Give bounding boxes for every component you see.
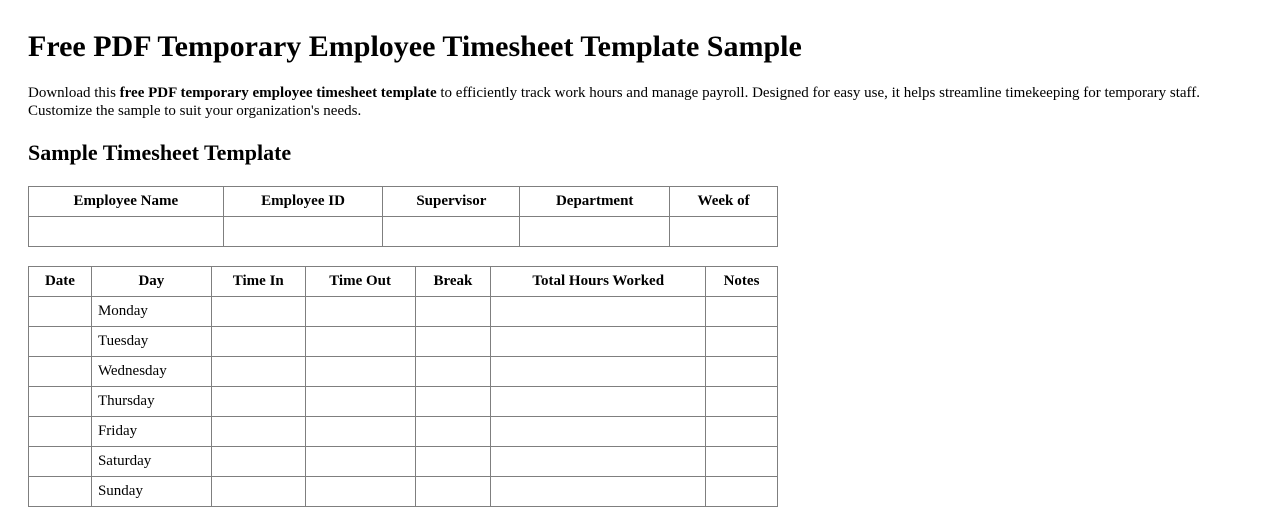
table-row [29,357,778,387]
supervisor-cell[interactable] [383,217,520,247]
date-cell[interactable] [29,297,92,327]
time-out-cell[interactable] [305,297,415,327]
break-cell[interactable] [415,477,491,507]
section-title: Sample Timesheet Template [28,140,292,165]
notes-cell[interactable] [706,297,778,327]
time-out-cell[interactable] [305,447,415,477]
time-out-cell[interactable] [305,357,415,387]
time-out-cell[interactable] [305,327,415,357]
notes-cell[interactable] [706,417,778,447]
employee-info-table [28,186,778,247]
table-row [29,387,778,417]
break-cell[interactable] [415,357,491,387]
notes-cell[interactable] [706,357,778,387]
notes-cell[interactable] [706,387,778,417]
break-cell[interactable] [415,327,491,357]
break-cell[interactable] [415,417,491,447]
table-row [29,447,778,477]
header-department: Department [520,187,670,217]
intro-text-start: Download this [28,85,120,101]
date-cell[interactable] [29,447,92,477]
table-row [29,477,778,507]
header-week-of: Week of [670,187,778,217]
time-out-cell[interactable] [305,387,415,417]
table-row [29,417,778,447]
header-time-out: Time Out [305,267,415,297]
notes-cell[interactable] [706,447,778,477]
header-break: Break [415,267,491,297]
week-of-cell[interactable] [670,217,778,247]
time-in-cell[interactable] [211,357,305,387]
employee-name-cell[interactable] [29,217,224,247]
total-hours-cell[interactable] [491,447,706,477]
info-entry-row [29,217,778,247]
total-hours-cell[interactable] [491,417,706,447]
break-cell[interactable] [415,447,491,477]
date-cell[interactable] [29,477,92,507]
day-cell: Monday [91,297,211,327]
notes-cell[interactable] [706,477,778,507]
time-in-cell[interactable] [211,327,305,357]
day-cell: Tuesday [91,327,211,357]
date-cell[interactable] [29,417,92,447]
date-cell[interactable] [29,327,92,357]
header-employee-id: Employee ID [223,187,383,217]
header-day: Day [91,267,211,297]
header-total-hours: Total Hours Worked [491,267,706,297]
day-cell: Wednesday [91,357,211,387]
header-employee-name: Employee Name [29,187,224,217]
total-hours-cell[interactable] [491,327,706,357]
time-in-cell[interactable] [211,387,305,417]
time-out-cell[interactable] [305,417,415,447]
time-in-cell[interactable] [211,417,305,447]
time-in-cell[interactable] [211,477,305,507]
total-hours-cell[interactable] [491,387,706,417]
table-row [29,297,778,327]
date-cell[interactable] [29,357,92,387]
break-cell[interactable] [415,297,491,327]
day-cell: Thursday [91,387,211,417]
total-hours-cell[interactable] [491,357,706,387]
intro-text-bold: free PDF temporary employee timesheet template [119,85,437,101]
employee-id-cell[interactable] [223,217,383,247]
time-in-cell[interactable] [211,297,305,327]
time-in-cell[interactable] [211,447,305,477]
total-hours-cell[interactable] [491,297,706,327]
total-hours-cell[interactable] [491,477,706,507]
table-row [29,327,778,357]
intro-text-end: to efficiently track work hours and manage payroll. Designed for easy use, it helps streamline timekeeping for temporary staff. Customize the sample to suit your organization's needs. [28,85,1200,119]
info-header-row [29,187,778,217]
header-time-in: Time In [211,267,305,297]
header-date: Date [29,267,92,297]
time-out-cell[interactable] [305,477,415,507]
day-cell: Friday [91,417,211,447]
date-cell[interactable] [29,387,92,417]
header-notes: Notes [706,267,778,297]
notes-cell[interactable] [706,327,778,357]
time-header-row [29,267,778,297]
break-cell[interactable] [415,387,491,417]
day-cell: Saturday [91,447,211,477]
page-title: Free PDF Temporary Employee Timesheet Template Sample [28,30,802,63]
intro-paragraph [28,84,1250,120]
department-cell[interactable] [520,217,670,247]
header-supervisor: Supervisor [383,187,520,217]
day-cell: Sunday [91,477,211,507]
daily-time-table [28,266,778,507]
